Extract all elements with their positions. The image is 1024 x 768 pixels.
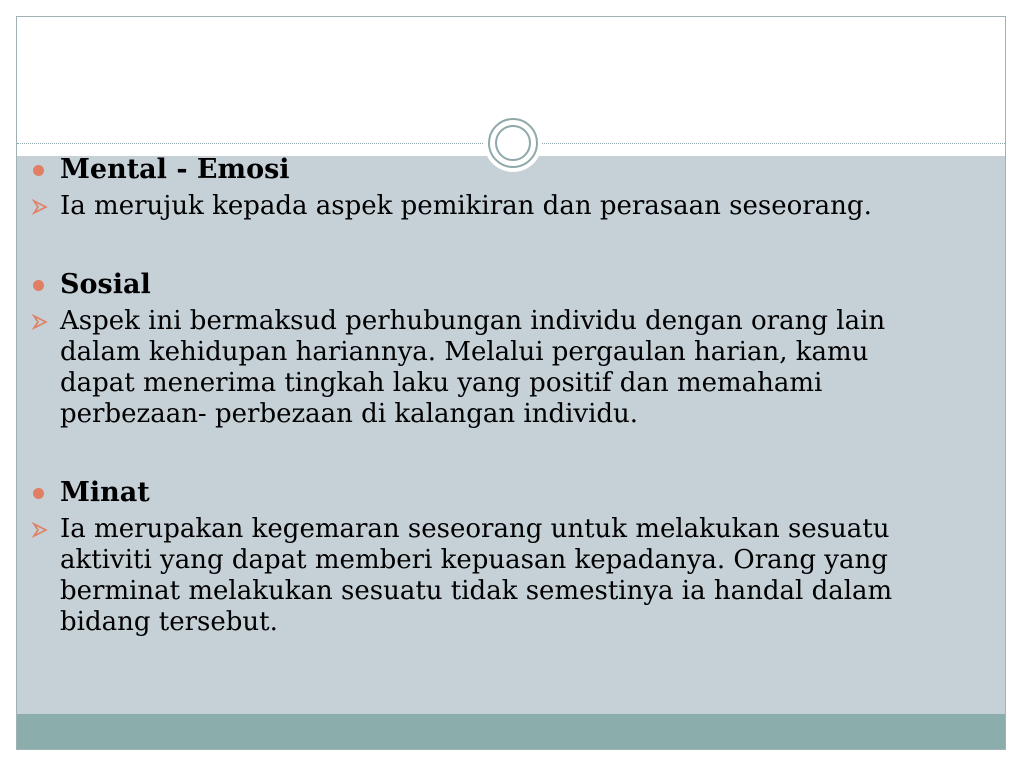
section-description — [30, 191, 950, 222]
arrow-bullet-icon — [32, 314, 48, 330]
section-heading — [30, 269, 950, 300]
description-text: Ia merujuk kepada aspek pemikiran dan perasaan seseorang. — [60, 191, 872, 221]
heading-text: Mental - Emosi — [60, 154, 290, 185]
arrow-bullet-icon — [32, 522, 48, 538]
arrow-bullet-icon — [32, 199, 48, 215]
section-heading — [30, 477, 950, 508]
bullet-dot-icon — [33, 280, 44, 291]
section-heading — [30, 154, 950, 185]
section-description — [30, 306, 950, 430]
heading-text: Sosial — [60, 269, 151, 300]
description-text: Aspek ini bermaksud perhubungan individu dengan orang lain dalam kehidupan hariannya. Melalui pergaulan harian, kamu dapat menerima tingkah laku yang positif dan memahami perbezaan- perbezaan di kalangan individu. — [60, 306, 886, 429]
footer-band — [17, 714, 1005, 749]
heading-text: Minat — [60, 477, 150, 508]
bullet-dot-icon — [33, 165, 44, 176]
bullet-dot-icon — [33, 488, 44, 499]
description-text: Ia merupakan kegemaran seseorang untuk melakukan sesuatu aktiviti yang dapat memberi kepuasan kepadanya. Orang yang berminat melakukan sesuatu tidak semestinya ia handal dalam bidang tersebut. — [60, 514, 893, 637]
section-description — [30, 514, 950, 638]
slide-content — [30, 154, 950, 638]
